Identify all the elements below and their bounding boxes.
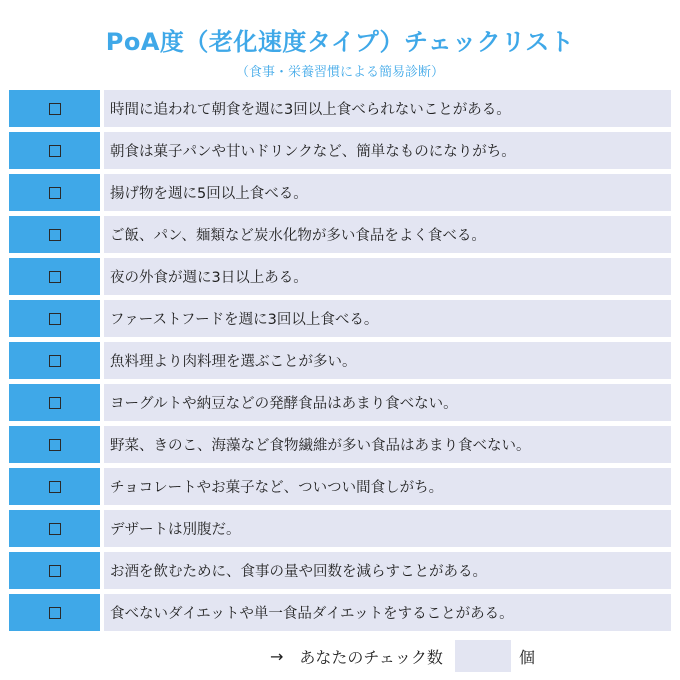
checkbox[interactable]	[49, 103, 61, 115]
checklist-item-text: 時間に追われて朝食を週に3回以上食べられないことがある。	[104, 90, 671, 127]
checklist-row-7	[9, 342, 671, 379]
checkbox-cell[interactable]	[9, 132, 100, 169]
checkbox-cell[interactable]	[9, 258, 100, 295]
arrow-right-icon: →	[270, 646, 284, 666]
checklist-row-10	[9, 468, 671, 505]
checklist-row-1	[9, 90, 671, 127]
checkbox[interactable]	[49, 523, 61, 535]
checkbox[interactable]	[49, 439, 61, 451]
checklist-item-text: お酒を飲むために、食事の量や回数を減らすことがある。	[104, 552, 671, 589]
checklist-item-text: 揚げ物を週に5回以上食べる。	[104, 174, 671, 211]
check-count-label: あなたのチェック数	[299, 647, 443, 667]
checkbox-cell[interactable]	[9, 384, 100, 421]
checkbox[interactable]	[49, 229, 61, 241]
checklist-row-11	[9, 510, 671, 547]
checkbox-cell[interactable]	[9, 342, 100, 379]
checklist-row-4	[9, 216, 671, 253]
checklist-row-13	[9, 594, 671, 631]
checklist-item-text: ファーストフードを週に3回以上食べる。	[104, 300, 671, 337]
checklist-item-text: 食べないダイエットや単一食品ダイエットをすることがある。	[104, 594, 671, 631]
checkbox[interactable]	[49, 481, 61, 493]
checklist-row-12	[9, 552, 671, 589]
page-subtitle: （食事・栄養習慣による簡易診断）	[235, 65, 444, 80]
checklist-row-2	[9, 132, 671, 169]
checklist-row-5	[9, 258, 671, 295]
checklist-row-9	[9, 426, 671, 463]
checkbox[interactable]	[49, 565, 61, 577]
checkbox[interactable]	[49, 355, 61, 367]
checklist-item-text: ご飯、パン、麺類など炭水化物が多い食品をよく食べる。	[104, 216, 671, 253]
checklist-item-text: 朝食は菓子パンや甘いドリンクなど、簡単なものになりがち。	[104, 132, 671, 169]
checkbox-cell[interactable]	[9, 216, 100, 253]
checklist-row-8	[9, 384, 671, 421]
checkbox-cell[interactable]	[9, 300, 100, 337]
checkbox-cell[interactable]	[9, 594, 100, 631]
check-count-unit: 個	[518, 647, 535, 667]
checkbox-cell[interactable]	[9, 174, 100, 211]
checkbox-cell[interactable]	[9, 90, 100, 127]
checklist-item-text: デザートは別腹だ。	[104, 510, 671, 547]
checklist-row-6	[9, 300, 671, 337]
checklist-row-3	[9, 174, 671, 211]
check-count-footer	[270, 640, 535, 672]
page-title: PoA度（老化速度タイプ）チェックリスト	[105, 28, 575, 56]
checklist-item-text: 魚料理より肉料理を選ぶことが多い。	[104, 342, 671, 379]
checkbox[interactable]	[49, 271, 61, 283]
checkbox[interactable]	[49, 397, 61, 409]
checkbox[interactable]	[49, 187, 61, 199]
checkbox-cell[interactable]	[9, 552, 100, 589]
checklist-item-text: 夜の外食が週に3日以上ある。	[104, 258, 671, 295]
checklist-item-text: 野菜、きのこ、海藻など食物繊維が多い食品はあまり食べない。	[104, 426, 671, 463]
checkbox[interactable]	[49, 607, 61, 619]
checkbox-cell[interactable]	[9, 510, 100, 547]
check-count-input[interactable]	[455, 640, 511, 672]
checkbox[interactable]	[49, 145, 61, 157]
checkbox[interactable]	[49, 313, 61, 325]
checkbox-cell[interactable]	[9, 468, 100, 505]
checklist-item-text: ヨーグルトや納豆などの発酵食品はあまり食べない。	[104, 384, 671, 421]
checklist	[9, 90, 671, 636]
checkbox-cell[interactable]	[9, 426, 100, 463]
checklist-item-text: チョコレートやお菓子など、ついつい間食しがち。	[104, 468, 671, 505]
